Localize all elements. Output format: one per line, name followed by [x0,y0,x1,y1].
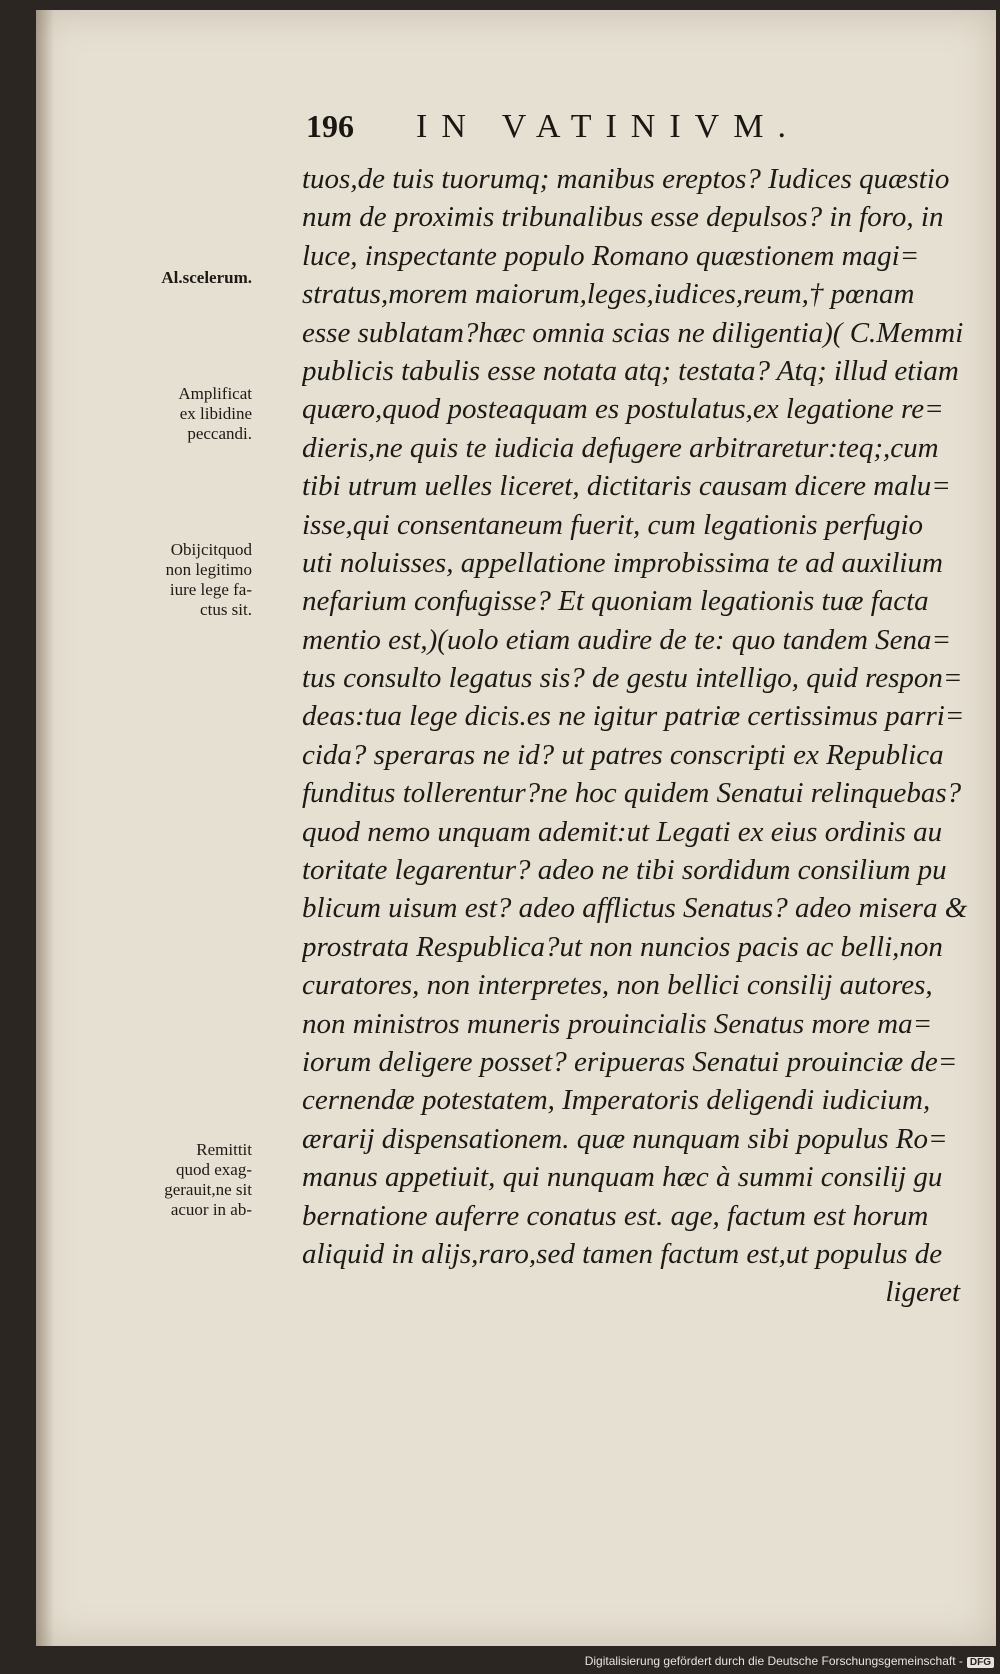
margin-note-line: acuor in ab- [170,1200,252,1219]
text-line: esse sublatam?hæc omnia scias ne diligentia)( C.Memmi [302,316,964,349]
text-line: publicis tabulis esse notata atq; testata? Atq; illud etiam [302,354,959,387]
text-line: quod nemo unquam ademit:ut Legati ex eius ordinis au [302,815,943,848]
running-title: IN VATINIVM. [416,108,800,145]
text-line: bernatione auferre conatus est. age, factum est horum [302,1199,929,1232]
page-gutter-shadow [36,10,54,1646]
margin-note-line: quod exag- [175,1160,252,1179]
margin-note-obijcit [112,540,252,620]
text-line: quæro,quod posteaquam es postulatus,ex legatione re= [302,393,944,426]
page-number: 196 [306,108,354,144]
text-line: tibi utrum uelles liceret, dictitaris causam dicere malu= [302,470,951,503]
text-line: ærarij dispensationem. quæ nunquam sibi populus Ro= [302,1122,948,1155]
credit-text: Digitalisierung gefördert durch die Deutsche Forschungsgemeinschaft - [584,1654,963,1668]
text-line: tuos,de tuis tuorumq; manibus ereptos? Iudices quæstio [302,163,950,195]
dfg-logo: DFG [967,1657,994,1668]
margin-note-amplificat [112,384,252,444]
margin-note-line: Remittit [196,1140,252,1159]
text-line: non ministros muneris prouincialis Senatus more ma= [302,1007,933,1040]
margin-note-line: ctus sit. [200,600,252,619]
text-line: deas:tua lege dicis.es ne igitur patriæ certissimus parri= [302,700,965,733]
text-line: nefarium confugisse? Et quoniam legationis tuæ facta [302,585,929,618]
text-line: num de proximis tribunalibus esse depulsos? in foro, in [302,201,944,234]
text-line: prostrata Respublica?ut non nuncios pacis ac belli,non [302,930,943,963]
text-line: cida? speraras ne id? ut patres conscripti ex Republica [302,738,944,771]
catchword: ligeret [885,1276,960,1309]
text-line: manus appetiuit, qui nunquam hæc à summi consilij gu [302,1161,943,1194]
text-line: dieris,ne quis te iudicia defugere arbitraretur:teq;,cum [302,431,939,464]
text-line: curatores, non interpretes, non bellici consilij autores, [302,969,933,1002]
margin-note-line: gerauit,ne sit [164,1180,252,1199]
margin-note-line: non legitimo [165,560,252,579]
text-line: cernendæ potestatem, Imperatoris deligendi iudicium, [302,1084,931,1117]
text-line: uti noluisses, appellatione improbissima te ad auxilium [302,546,943,579]
body-text [302,160,972,1312]
text-line: stratus,morem maiorum,leges,iudices,reum,† pœnam [302,278,915,311]
margin-note-line: iure lege fa- [169,580,252,599]
margin-note-line: ex libidine [179,404,252,423]
margin-note-line: Al.scelerum. [161,268,252,287]
text-line: luce, inspectante populo Romano quæstionem magi= [302,239,920,272]
margin-note-variant [112,268,252,288]
margin-note-remittit [112,1140,252,1220]
text-line: mentio est,)(uolo etiam audire de te: quo tandem Sena= [302,623,952,656]
text-line: tus consulto legatus sis? de gestu intelligo, quid respon= [302,662,963,695]
margin-note-line: Amplificat [178,384,252,403]
text-line: aliquid in alijs,raro,sed tamen factum est,ut populus de [302,1237,943,1270]
margin-note-line: Obijcitquod [170,540,252,559]
text-line: toritate legarentur? adeo ne tibi sordidum consilium pu [302,854,947,887]
text-line: iorum deligere posset? eripueras Senatui prouinciæ de= [302,1045,958,1078]
margin-note-line: peccandi. [187,424,252,443]
running-head [306,108,886,158]
text-line: blicum uisum est? adeo afflictus Senatus? adeo misera & [302,892,968,925]
text-line: isse,qui consentaneum fuerit, cum legationis perfugio [302,508,924,541]
book-page [36,10,996,1646]
digitization-credit [585,1654,994,1668]
text-line: funditus tollerentur?ne hoc quidem Senatui relinquebas? [302,777,962,810]
